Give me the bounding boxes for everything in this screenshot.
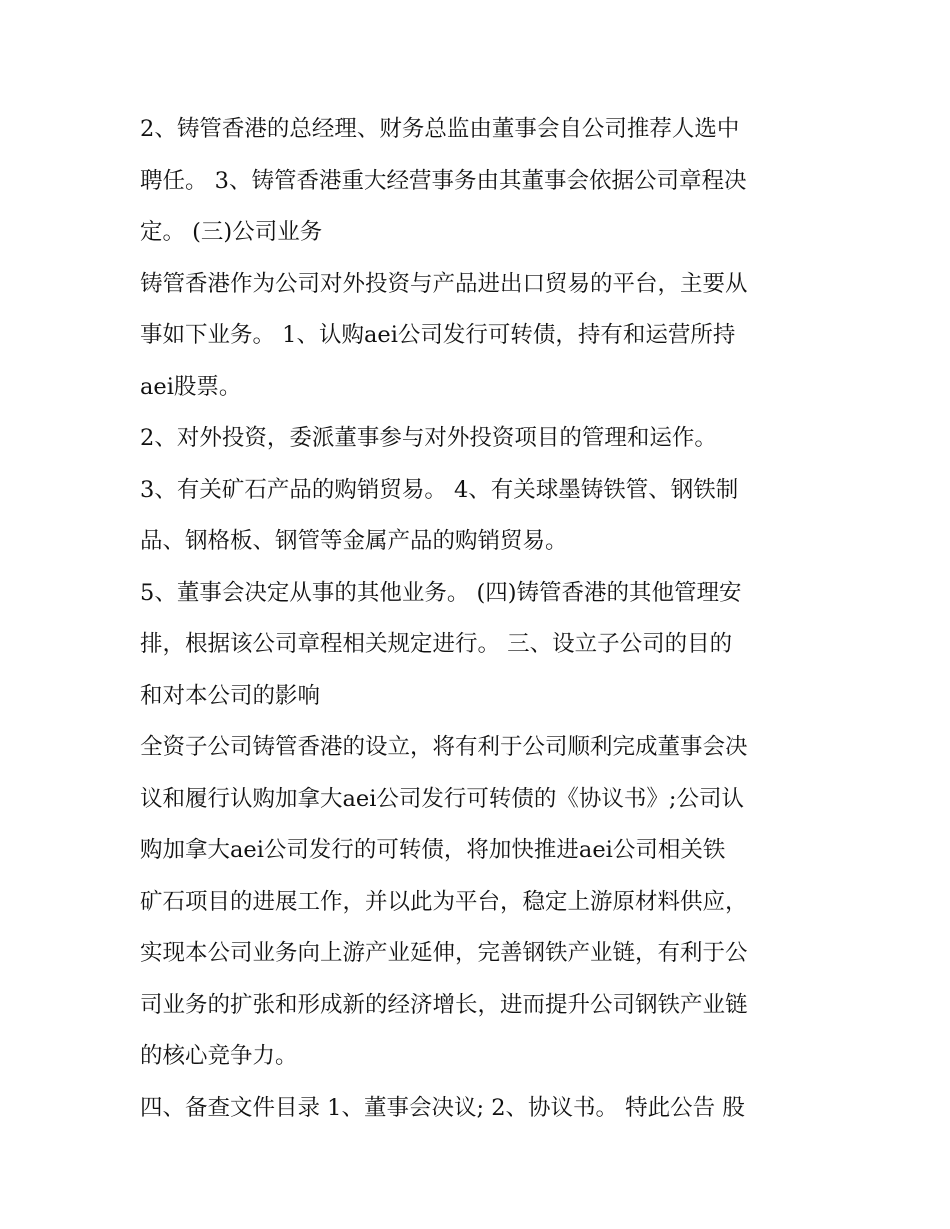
paragraph-business-item-2: [140, 413, 820, 465]
text-line: 3、有关矿石产品的购销贸易。 4、有关球墨铸铁管、钢铁制: [140, 476, 739, 503]
text-line: 铸管香港作为公司对外投资与产品进出口贸易的平台，主要从: [140, 270, 748, 297]
text-line: 矿石项目的进展工作，并以此为平台，稳定上游原材料供应，: [140, 888, 748, 915]
text-line: 全资子公司铸管香港的设立，将有利于公司顺利完成董事会决: [140, 734, 748, 760]
paragraph-business-scope: [140, 259, 820, 414]
text-line: 事如下业务。 1、认购aei公司发行可转债，持有和运营所持: [140, 322, 736, 348]
text-line: 排，根据该公司章程相关规定进行。 三、设立子公司的目的: [140, 631, 733, 657]
text-line: 定。 (三)公司业务: [140, 219, 323, 245]
paragraph-management: [140, 104, 820, 259]
text-line: 司业务的扩张和形成新的经济增长，进而提升公司钢铁产业链: [140, 991, 748, 1018]
text-line: 品、钢格板、钢管等金属产品的购销贸易。: [140, 528, 568, 554]
text-line: 议和履行认购加拿大aei公司发行可转债的《协议书》;公司认: [140, 785, 745, 812]
text-line: 四、备查文件目录 1、董事会决议; 2、协议书。 特此公告 股: [140, 1094, 745, 1121]
text-line: 5、董事会决定从事的其他业务。 (四)铸管香港的其他管理安: [140, 579, 742, 606]
text-line: 2、对外投资，委派董事参与对外投资项目的管理和运作。: [140, 425, 717, 451]
text-line: 聘任。 3、铸管香港重大经营事务由其董事会依据公司章程决: [140, 167, 747, 194]
paragraph-reference-documents: [140, 1083, 820, 1135]
text-line: 购加拿大aei公司发行的可转债，将加快推进aei公司相关铁: [140, 837, 726, 863]
document-body: [140, 104, 820, 1134]
text-line: 实现本公司业务向上游产业延伸，完善钢铁产业链，有利于公: [140, 940, 748, 966]
text-line: 2、铸管香港的总经理、财务总监由董事会自公司推荐人选中: [140, 116, 740, 142]
text-line: 的核心竞争力。: [140, 1043, 298, 1069]
paragraph-business-item-5: [140, 568, 820, 723]
paragraph-business-items-3-4: [140, 465, 820, 568]
text-line: aei股票。: [140, 373, 242, 400]
text-line: 和对本公司的影响: [140, 682, 321, 709]
paragraph-purpose-impact: [140, 722, 820, 1083]
